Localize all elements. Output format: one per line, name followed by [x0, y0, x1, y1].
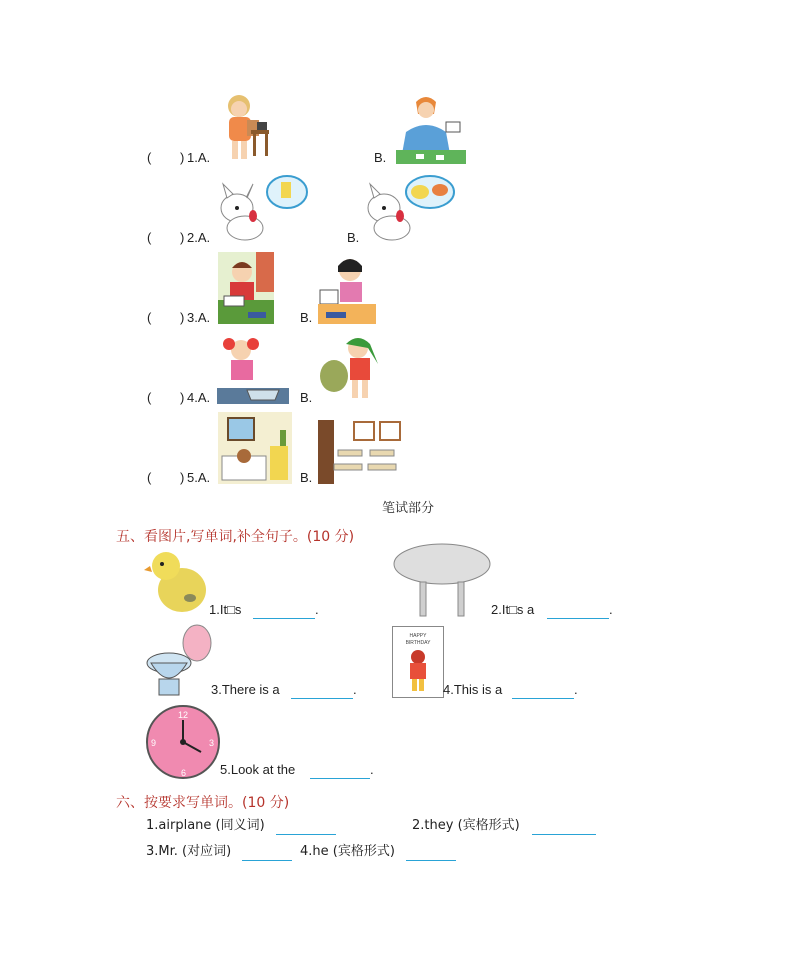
girl-washing-picture — [217, 334, 289, 404]
answer-blank[interactable] — [242, 848, 292, 861]
answer-paren-close: ) — [180, 390, 185, 405]
girl-clothes-picture — [318, 334, 388, 404]
girl-reading-picture — [318, 252, 376, 324]
option-b-label: B. — [300, 470, 313, 485]
card-birthday-text: BIRTHDAY — [405, 640, 431, 646]
clock-picture — [145, 704, 221, 780]
answer-paren-close: ) — [180, 150, 185, 165]
question-1-text: 1.It□s — [209, 602, 242, 617]
answer-blank[interactable] — [512, 686, 574, 699]
answer-paren-open: ( — [147, 230, 152, 245]
woman-cards-picture — [396, 92, 466, 164]
option-b-label: B. — [347, 230, 360, 245]
period: . — [574, 682, 578, 697]
boy-reading-picture — [218, 252, 274, 324]
written-part-title: 笔试部分 — [382, 501, 435, 516]
period: . — [370, 762, 374, 777]
answer-blank[interactable] — [291, 686, 353, 699]
answer-paren-close: ) — [180, 310, 185, 325]
period: . — [609, 602, 613, 617]
answer-paren-open: ( — [147, 310, 152, 325]
answer-blank[interactable] — [253, 606, 315, 619]
dog-thinking-drink-picture — [217, 172, 309, 244]
section5-title: 五、看图片,写单词,补全句子。(10 分) — [116, 529, 355, 545]
answer-paren-close: ) — [180, 470, 185, 485]
option-b-label: B. — [300, 390, 313, 405]
question-6-2-text: 2.they (宾格形式) — [412, 818, 520, 833]
card-happy-text: HAPPY — [409, 633, 427, 639]
answer-blank[interactable] — [406, 848, 456, 861]
svg-text:3: 3 — [209, 738, 215, 748]
svg-text:12: 12 — [178, 710, 189, 720]
dog-thinking-food-picture — [364, 172, 456, 244]
answer-paren-open: ( — [147, 390, 152, 405]
toilet-picture — [143, 623, 213, 699]
svg-text:9: 9 — [151, 738, 157, 748]
question-2-text: 2.It□s a — [491, 602, 535, 617]
item-number: 3.A. — [187, 310, 211, 325]
answer-paren-close: ) — [180, 230, 185, 245]
answer-blank[interactable] — [547, 606, 609, 619]
item-number: 1.A. — [187, 150, 211, 165]
chick-picture — [144, 546, 210, 616]
answer-paren-open: ( — [147, 150, 152, 165]
period: . — [315, 602, 319, 617]
question-5-text: 5.Look at the — [220, 762, 296, 777]
birthday-card-picture — [392, 626, 444, 698]
item-number: 5.A. — [187, 470, 211, 485]
question-3-text: 3.There is a — [211, 682, 280, 697]
question-6-3-text: 3.Mr. (对应词) — [146, 844, 232, 859]
item-number: 4.A. — [187, 390, 211, 405]
item-number: 2.A. — [187, 230, 211, 245]
section6-title: 六、按要求写单词。(10 分) — [116, 795, 290, 811]
table-picture — [392, 540, 492, 620]
answer-blank[interactable] — [276, 822, 336, 835]
option-b-label: B. — [300, 310, 313, 325]
woman-phone-picture — [217, 92, 273, 164]
classroom-picture — [318, 412, 408, 484]
question-6-1-text: 1.airplane (同义词) — [146, 818, 265, 833]
answer-blank[interactable] — [310, 766, 370, 779]
bedroom-picture — [218, 412, 292, 484]
period: . — [353, 682, 357, 697]
question-6-4-text: 4.he (宾格形式) — [300, 844, 395, 859]
question-4-text: 4.This is a — [443, 682, 503, 697]
svg-text:6: 6 — [181, 768, 187, 778]
option-b-label: B. — [374, 150, 387, 165]
answer-paren-open: ( — [147, 470, 152, 485]
answer-blank[interactable] — [532, 822, 596, 835]
